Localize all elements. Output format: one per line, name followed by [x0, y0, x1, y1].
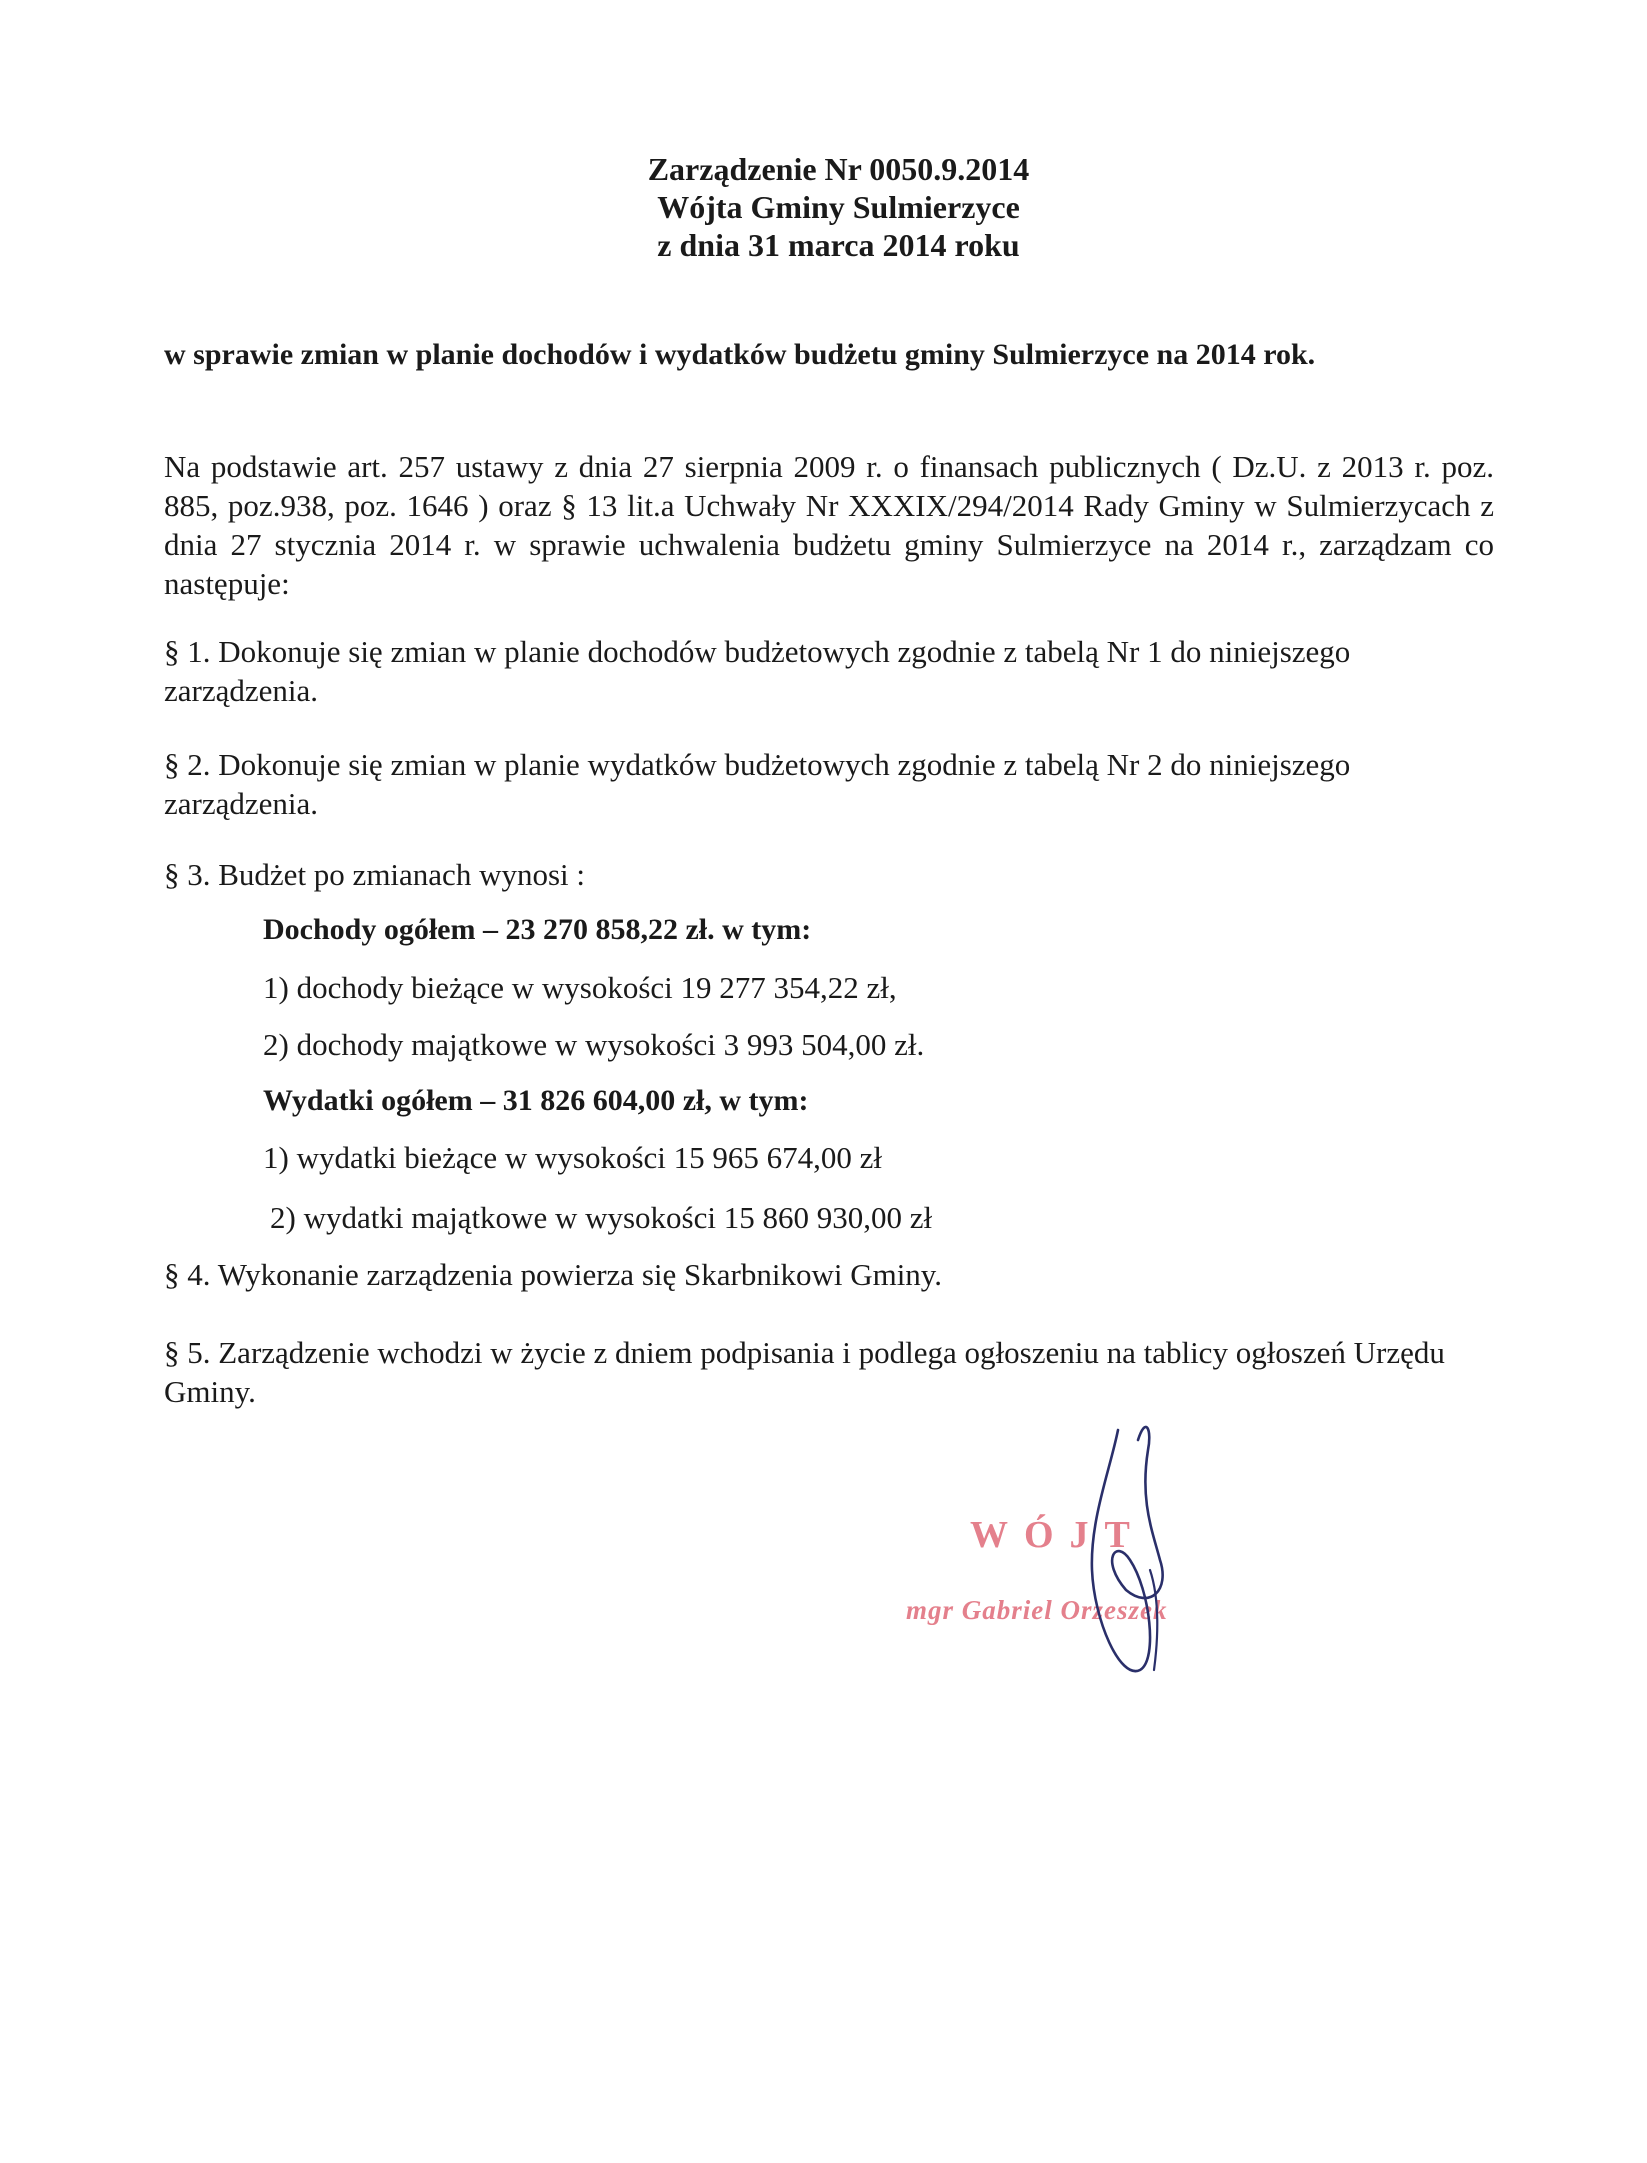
expense-total: Wydatki ogółem – 31 826 604,00 zł, w tym: [263, 1084, 809, 1117]
document-subject: w sprawie zmian w planie dochodów i wydatków budżetu gminy Sulmierzyce na 2014 rok. [164, 338, 1316, 371]
section-1: § 1. Dokonuje się zmian w planie dochodów budżetowych zgodnie z tabelą Nr 1 do niniejszego zarządzenia. [164, 634, 1351, 708]
handwritten-signature [1030, 1410, 1230, 1690]
income-current: 1) dochody bieżące w wysokości 19 277 354,22 zł, [263, 970, 897, 1005]
section-5: § 5. Zarządzenie wchodzi w życie z dniem podpisania i podlega ogłoszeniu na tablicy ogłoszeń Urzędu Gminy. [164, 1335, 1445, 1409]
stamp-name: mgr Gabriel Orzeszek [906, 1595, 1168, 1625]
income-property: 2) dochody majątkowe w wysokości 3 993 504,00 zł. [263, 1027, 925, 1062]
income-total: Dochody ogółem – 23 270 858,22 zł. w tym: [263, 913, 812, 946]
expense-property: 2) wydatki majątkowe w wysokości 15 860 930,00 zł [270, 1200, 933, 1235]
issue-date: z dnia 31 marca 2014 roku [657, 227, 1020, 263]
section-4: § 4. Wykonanie zarządzenia powierza się Skarbnikowi Gminy. [164, 1257, 943, 1292]
expense-current: 1) wydatki bieżące w wysokości 15 965 674,00 zł [263, 1140, 883, 1175]
stamp-title: WÓJT [970, 1514, 1146, 1556]
section-2: § 2. Dokonuje się zmian w planie wydatków budżetowych zgodnie z tabelą Nr 2 do niniejszego zarządzenia. [164, 747, 1351, 821]
issuer: Wójta Gminy Sulmierzyce [657, 189, 1020, 225]
ordinance-number: Zarządzenie Nr 0050.9.2014 [647, 151, 1030, 187]
document-header [0, 150, 1647, 264]
section-3: § 3. Budżet po zmianach wynosi : [164, 857, 585, 892]
legal-basis: Na podstawie art. 257 ustawy z dnia 27 sierpnia 2009 r. o finansach publicznych ( Dz.U. z 2013 r. poz. 885, poz.938, poz. 1646 ) oraz § 13 lit.a Uchwały Nr XXXIX/294/2014 Rady Gminy w Sulmierzycach z dnia 27 stycznia 2014 r. w sprawie uchwalenia budżetu gminy Sulmierzyce na 2014 r., zarządzam co następuje: [164, 449, 1494, 601]
